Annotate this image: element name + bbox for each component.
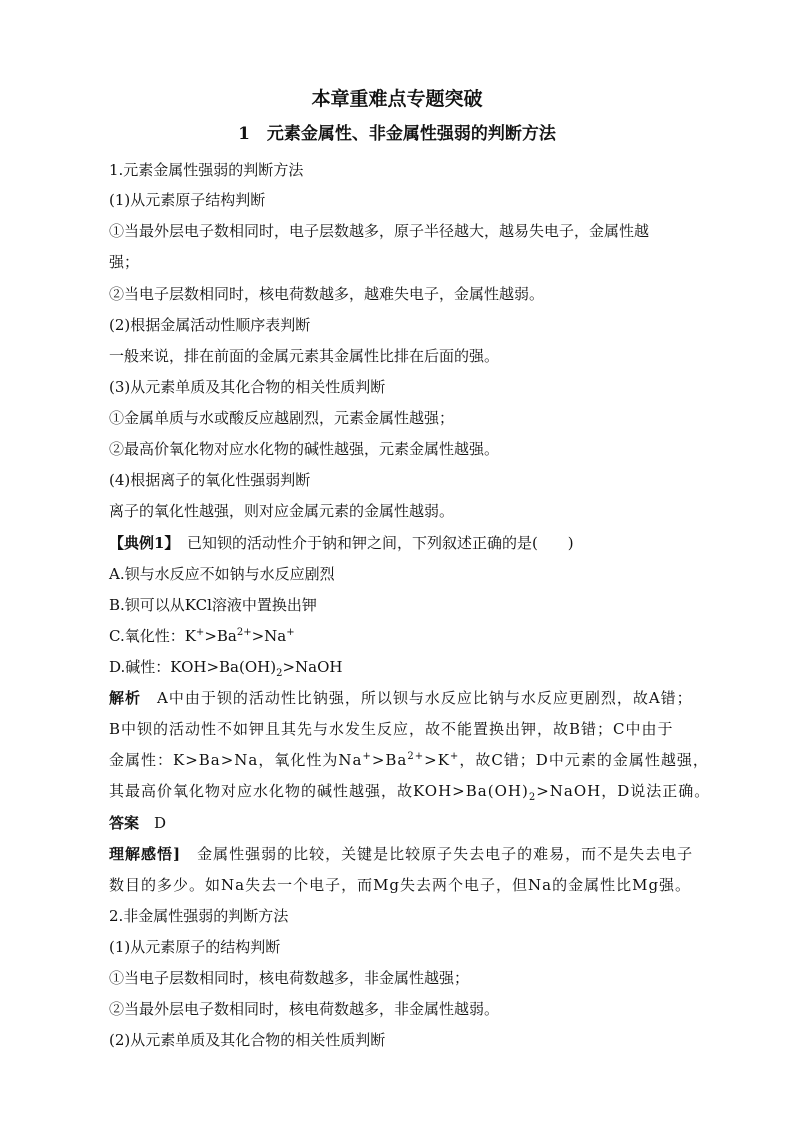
analysis-l4-b: >NaOH，D说法正确。 [536, 782, 711, 800]
s1-p3-heading: (3)从元素单质及其化合物的相关性质判断 [109, 378, 386, 396]
s1-p2-text: 一般来说，排在前面的金属元素其金属性比排在后面的强。 [109, 347, 500, 365]
analysis-l3-sup3: + [449, 751, 460, 762]
analysis-l4-a: 其最高价氧化物对应水化物的碱性越强，故KOH>Ba(OH) [109, 782, 529, 800]
option-d-subscript: 2 [276, 668, 283, 679]
page-title: 本章重难点专题突破 [311, 88, 483, 110]
s1-p1-heading: (1)从元素原子结构判断 [109, 191, 266, 209]
option-d-suffix: >NaOH [282, 658, 343, 676]
analysis-l4-sub: 2 [528, 792, 537, 803]
s2-p1-item-a: ①当电子层数相同时，核电荷数越多，非金属性越强； [109, 969, 470, 987]
analysis-line4 [109, 781, 710, 801]
insight-line2: 数目的多少。如Na失去一个电子，而Mg失去两个电子，但Na的金属性比Mg强。 [109, 876, 692, 894]
option-d [109, 657, 342, 677]
s1-p1-item-b: ②当电子层数相同时，核电荷数越多，越难失电子，金属性越弱。 [109, 285, 545, 303]
ba-ion-charge: 2+ [236, 627, 252, 638]
s1-p3-item-a: ①金属单质与水或酸反应越剧烈，元素金属性越强； [109, 409, 455, 427]
analysis-text1: A中由于钡的活动性比钠强，所以钡与水反应比钠与水反应更剧烈，故A错； [141, 689, 693, 707]
analysis-line2: B中钡的活动性不如钾且其先与水发生反应，故不能置换出钾，故B错；C中由于 [109, 720, 674, 738]
option-c-prefix: C.氧化性：K [109, 627, 196, 645]
na-ion-charge: + [286, 627, 295, 638]
option-c-mid1: >Ba [204, 627, 237, 645]
option-d-prefix: D.碱性：KOH>Ba(OH) [109, 658, 277, 676]
insight-label: 理解感悟] [109, 845, 182, 863]
analysis-line3 [109, 750, 709, 770]
s1-p2-heading: (2)根据金属活动性顺序表判断 [109, 316, 311, 334]
analysis-l3-b: >Ba [371, 751, 408, 769]
analysis-line1 [109, 688, 693, 708]
example-label: 【典例1】 [109, 534, 172, 552]
section2-heading: 2.非金属性强弱的判断方法 [109, 907, 289, 925]
s1-p3-item-b: ②最高价氧化物对应水化物的碱性越强，元素金属性越强。 [109, 440, 500, 458]
analysis-l3-d: ，故C错；D中元素的金属性越强， [459, 751, 709, 769]
s1-p4-heading: (4)根据离子的氧化性强弱判断 [109, 471, 311, 489]
analysis-l3-sup2: 2+ [407, 751, 425, 762]
option-c-mid2: >Na [251, 627, 287, 645]
answer-line [109, 813, 166, 833]
analysis-l3-c: >K [424, 751, 450, 769]
example-question: 已知钡的活动性介于钠和钾之间，下列叙述正确的是( ) [171, 534, 574, 552]
analysis-label: 解析 [109, 689, 142, 707]
option-c [109, 626, 295, 646]
s1-p1-item-a-line2: 强； [109, 253, 140, 271]
option-b: B.钡可以从KCl溶液中置换出钾 [109, 596, 317, 614]
section-title: 1 元素金属性、非金属性强弱的判断方法 [238, 124, 556, 144]
analysis-l3-sup1: + [362, 751, 372, 762]
analysis-l3-a: 金属性：K>Ba>Na，氧化性为Na [109, 751, 363, 769]
option-a: A.钡与水反应不如钠与水反应剧烈 [109, 565, 335, 583]
answer-label: 答案 [109, 814, 140, 832]
insight-line1 [109, 844, 693, 864]
s2-p1-item-b: ②当最外层电子数相同时，核电荷数越多，非金属性越弱。 [109, 1000, 500, 1018]
s2-p2-heading: (2)从元素单质及其化合物的相关性质判断 [109, 1031, 386, 1049]
insight-text1: 金属性强弱的比较，关键是比较原子失去电子的难易，而不是失去电子 [181, 845, 694, 863]
s2-p1-heading: (1)从元素原子的结构判断 [109, 938, 281, 956]
s1-p4-text: 离子的氧化性越强，则对应金属元素的金属性越弱。 [109, 502, 455, 520]
answer-value: D [139, 814, 167, 832]
section1-heading: 1.元素金属性强弱的判断方法 [109, 161, 304, 179]
example-question-line [109, 533, 574, 553]
k-ion-charge: + [195, 627, 205, 638]
s1-p1-item-a-line1: ①当最外层电子数相同时，电子层数越多，原子半径越大，越易失电子，金属性越 [109, 222, 650, 240]
